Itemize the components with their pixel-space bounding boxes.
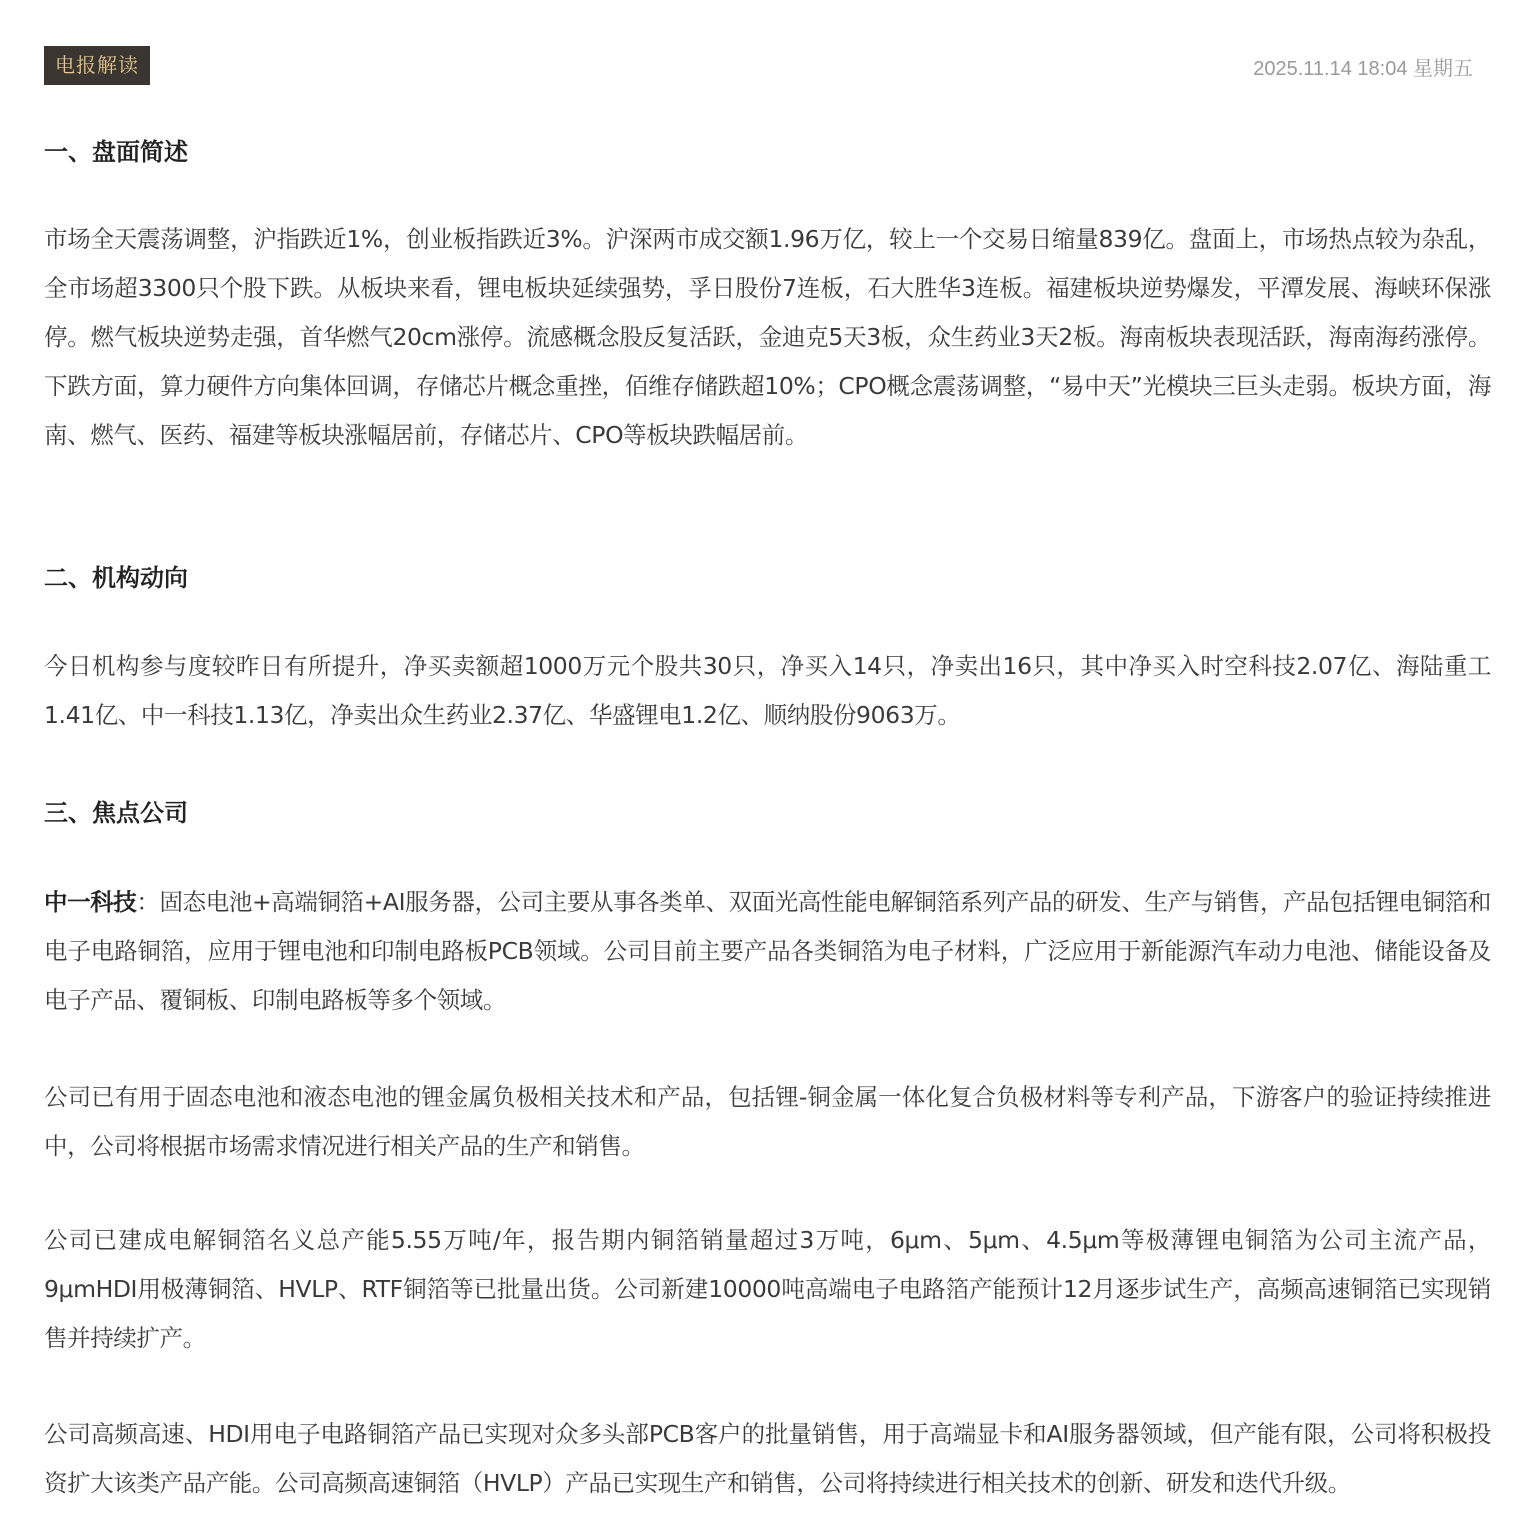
section-title-market-overview: 一、盘面简述 [44, 138, 188, 166]
company-paragraph-high-frequency: 公司高频高速、HDI用电子电路铜箔产品已实现对众多头部PCB客户的批量销售，用于高端显卡和AI服务器领域，但产能有限，公司将积极投资扩大该类产品产能。公司高频高速铜箔（HVLP）产品已实现生产和销售，公司将持续进行相关技术的创新、研发和迭代升级。 [44, 1420, 1491, 1497]
article-header [44, 0, 1491, 86]
section-title-focus-company: 三、焦点公司 [44, 799, 188, 827]
institution-moves-paragraph: 今日机构参与度较昨日有所提升，净买卖额超1000万元个股共30只，净买入14只，净卖出16只，其中净买入时空科技2.07亿、海陆重工1.41亿、中一科技1.13亿，净卖出众生药业2.37亿、华盛锂电1.2亿、顺纳股份9063万。 [44, 652, 1491, 729]
company-paragraph-solid-state: 公司已有用于固态电池和液态电池的锂金属负极相关技术和产品，包括锂-铜金属一体化复合负极材料等专利产品，下游客户的验证持续推进中，公司将根据市场需求情况进行相关产品的生产和销售。 [44, 1083, 1491, 1160]
article-page [44, 0, 1491, 1497]
market-overview-paragraph: 市场全天震荡调整，沪指跌近1%，创业板指跌近3%。沪深两市成交额1.96万亿，较上一个交易日缩量839亿。盘面上，市场热点较为杂乱，全市场超3300只个股下跌。从板块来看，锂电板块延续强势，孚日股份7连板，石大胜华3连板。福建板块逆势爆发，平潭发展、海峡环保涨停。燃气板块逆势走强，首华燃气20cm涨停。流感概念股反复活跃，金迪克5天3板，众生药业3天2板。海南板块表现活跃，海南海药涨停。下跌方面，算力硬件方向集体回调，存储芯片概念重挫，佰维存储跌超10%；CPO概念震荡调整，“易中天”光模块三巨头走弱。板块方面，海南、燃气、医药、福建等板块涨幅居前，存储芯片、CPO等板块跌幅居前。 [44, 225, 1491, 449]
section-title-institution-moves: 二、机构动向 [44, 564, 188, 592]
publish-datetime: 2025.11.14 18:04 星期五 [1253, 58, 1473, 80]
company-paragraph-capacity: 公司已建成电解铜箔名义总产能5.55万吨/年，报告期内铜箔销量超过3万吨，6μm、5μm、4.5μm等极薄锂电铜箔为公司主流产品，9μmHDI用极薄铜箔、HVLP、RTF铜箔等已批量出货。公司新建10000吨高端电子电路箔产能预计12月逐步试生产，高频高速铜箔已实现销售并持续扩产。 [44, 1226, 1491, 1352]
company-name: 中一科技 [44, 888, 137, 916]
category-tag[interactable]: 电报解读 [44, 46, 150, 85]
focus-company-intro-paragraph [44, 878, 1491, 1025]
company-intro-text: ：固态电池+高端铜箔+AI服务器，公司主要从事各类单、双面光高性能电解铜箔系列产品的研发、生产与销售，产品包括锂电铜箔和电子电路铜箔，应用于锂电池和印制电路板PCB领域。公司目前主要产品各类铜箔为电子材料，广泛应用于新能源汽车动力电池、储能设备及电子产品、覆铜板、印制电路板等多个领域。 [44, 888, 1491, 1014]
